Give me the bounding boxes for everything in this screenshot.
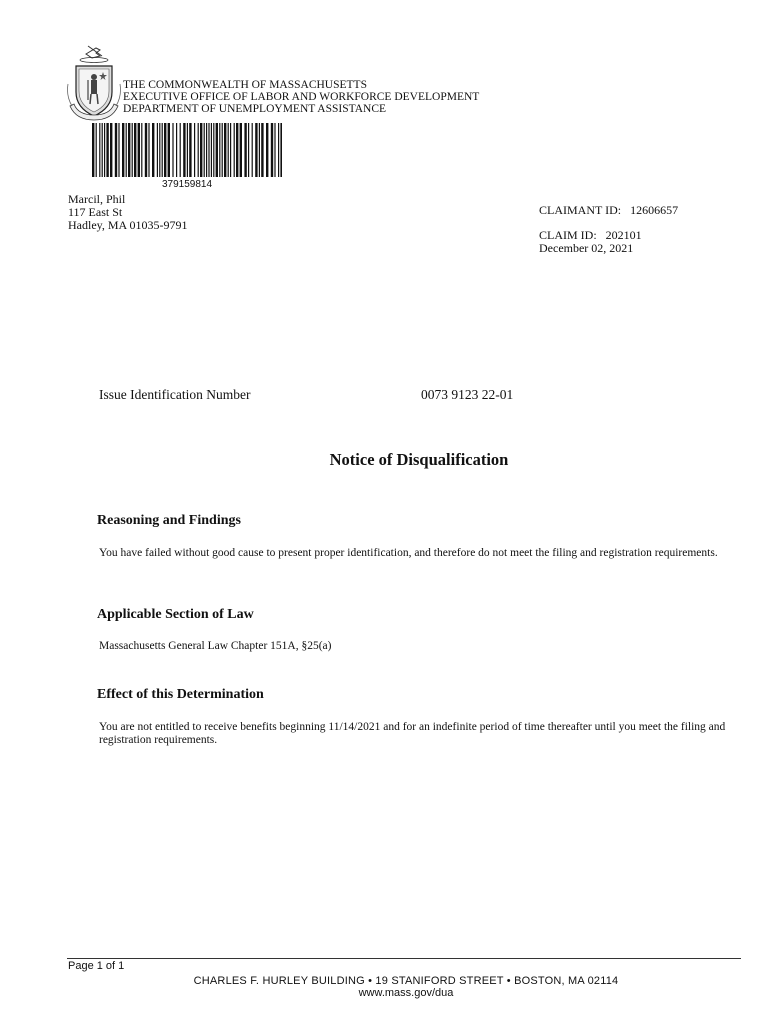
barcode-bar — [141, 123, 142, 177]
barcode-bar — [118, 123, 119, 177]
barcode-bar — [240, 123, 242, 177]
claim-info — [539, 204, 678, 255]
barcode-bar — [266, 123, 268, 177]
barcode-bar — [219, 123, 220, 177]
barcode-bar — [213, 123, 214, 177]
notice-date: December 02, 2021 — [539, 241, 634, 255]
section-heading-law: Applicable Section of Law — [97, 607, 254, 622]
barcode-bar — [162, 123, 163, 177]
barcode-bar — [252, 123, 253, 177]
claimant-id-label: CLAIMANT ID: — [539, 203, 622, 217]
barcode — [92, 123, 282, 177]
barcode-bar — [198, 123, 199, 177]
barcode-bar — [236, 123, 238, 177]
barcode-bar — [176, 123, 177, 177]
header-line-executive-office: EXECUTIVE OFFICE OF LABOR AND WORKFORCE DEVELOPMENT — [123, 91, 480, 103]
barcode-bar — [122, 123, 124, 177]
barcode-bar — [134, 123, 136, 177]
recipient-city-state-zip: Hadley, MA 01035-9791 — [68, 218, 188, 232]
barcode-bar — [104, 123, 105, 177]
barcode-bar — [271, 123, 273, 177]
claimant-id-value: 12606657 — [630, 203, 679, 217]
barcode-bar — [208, 123, 209, 177]
barcode-bar — [106, 123, 108, 177]
barcode-bar — [164, 123, 166, 177]
claimant-id-row — [539, 204, 678, 217]
barcode-bar — [278, 123, 279, 177]
agency-header — [123, 79, 479, 115]
barcode-bar — [189, 123, 191, 177]
footer-divider — [67, 958, 741, 959]
issue-id-number: 0073 9123 22-01 — [421, 387, 514, 402]
barcode-bar — [216, 123, 218, 177]
barcode-bar — [259, 123, 260, 177]
header-line-commonwealth: THE COMMONWEALTH OF MASSACHUSETTS — [123, 79, 367, 91]
barcode-bar — [211, 123, 212, 177]
barcode-bar — [222, 123, 223, 177]
section-heading-effect: Effect of this Determination — [97, 687, 264, 702]
barcode-bar — [102, 123, 103, 177]
barcode-bar — [230, 123, 231, 177]
barcode-bar — [206, 123, 207, 177]
footer-address: CHARLES F. HURLEY BUILDING • 19 STANIFORD STREET • BOSTON, MA 02114 — [193, 975, 619, 987]
barcode-bar — [145, 123, 147, 177]
barcode-bar — [128, 123, 130, 177]
barcode-bar — [244, 123, 246, 177]
barcode-bar — [180, 123, 181, 177]
barcode-bar — [172, 123, 173, 177]
barcode-bar — [99, 123, 100, 177]
barcode-bar — [183, 123, 185, 177]
barcode-bar — [224, 123, 226, 177]
barcode-bar — [280, 123, 282, 177]
barcode-bar — [96, 123, 97, 177]
barcode-number: 379159814 — [161, 179, 213, 190]
barcode-bar — [110, 123, 112, 177]
footer-url: www.mass.gov/dua — [358, 987, 454, 999]
barcode-bar — [126, 123, 127, 177]
barcode-bar — [228, 123, 229, 177]
barcode-bar — [138, 123, 140, 177]
barcode-bar — [159, 123, 160, 177]
barcode-bar — [261, 123, 263, 177]
barcode-bar — [187, 123, 188, 177]
issue-id-label: Issue Identification Number — [99, 387, 251, 402]
section-text-law: Massachusetts General Law Chapter 151A, §25(a) — [99, 640, 332, 652]
barcode-bar — [248, 123, 249, 177]
barcode-bar — [168, 123, 170, 177]
barcode-bar — [200, 123, 202, 177]
recipient-street: 117 East St — [68, 205, 123, 219]
header-line-department: DEPARTMENT OF UNEMPLOYMENT ASSISTANCE — [123, 103, 387, 115]
barcode-bar — [204, 123, 205, 177]
section-heading-reasoning: Reasoning and Findings — [97, 513, 241, 528]
massachusetts-seal-icon — [66, 44, 122, 122]
barcode-bar — [152, 123, 154, 177]
claim-id-label: CLAIM ID: — [539, 228, 597, 242]
section-text-effect: You are not entitled to receive benefits beginning 11/14/2021 and for an indefinite period of time thereafter until you meet the filing and registration requirements. — [99, 721, 726, 746]
recipient-name: Marcil, Phil — [68, 192, 126, 206]
barcode-bar — [115, 123, 117, 177]
notice-title: Notice of Disqualification — [329, 450, 509, 469]
page-number: Page 1 of 1 — [68, 960, 125, 972]
recipient-address — [68, 193, 188, 232]
claim-id-value: 202101 — [605, 228, 642, 242]
barcode-bar — [194, 123, 195, 177]
barcode-bar — [274, 123, 275, 177]
barcode-bar — [157, 123, 158, 177]
barcode-bar — [148, 123, 149, 177]
barcode-bar — [132, 123, 133, 177]
barcode-bar — [255, 123, 257, 177]
barcode-bar — [92, 123, 94, 177]
barcode-bar — [234, 123, 235, 177]
section-text-reasoning: You have failed without good cause to present proper identification, and therefore do not meet the filing and registration requirements. — [99, 547, 718, 559]
